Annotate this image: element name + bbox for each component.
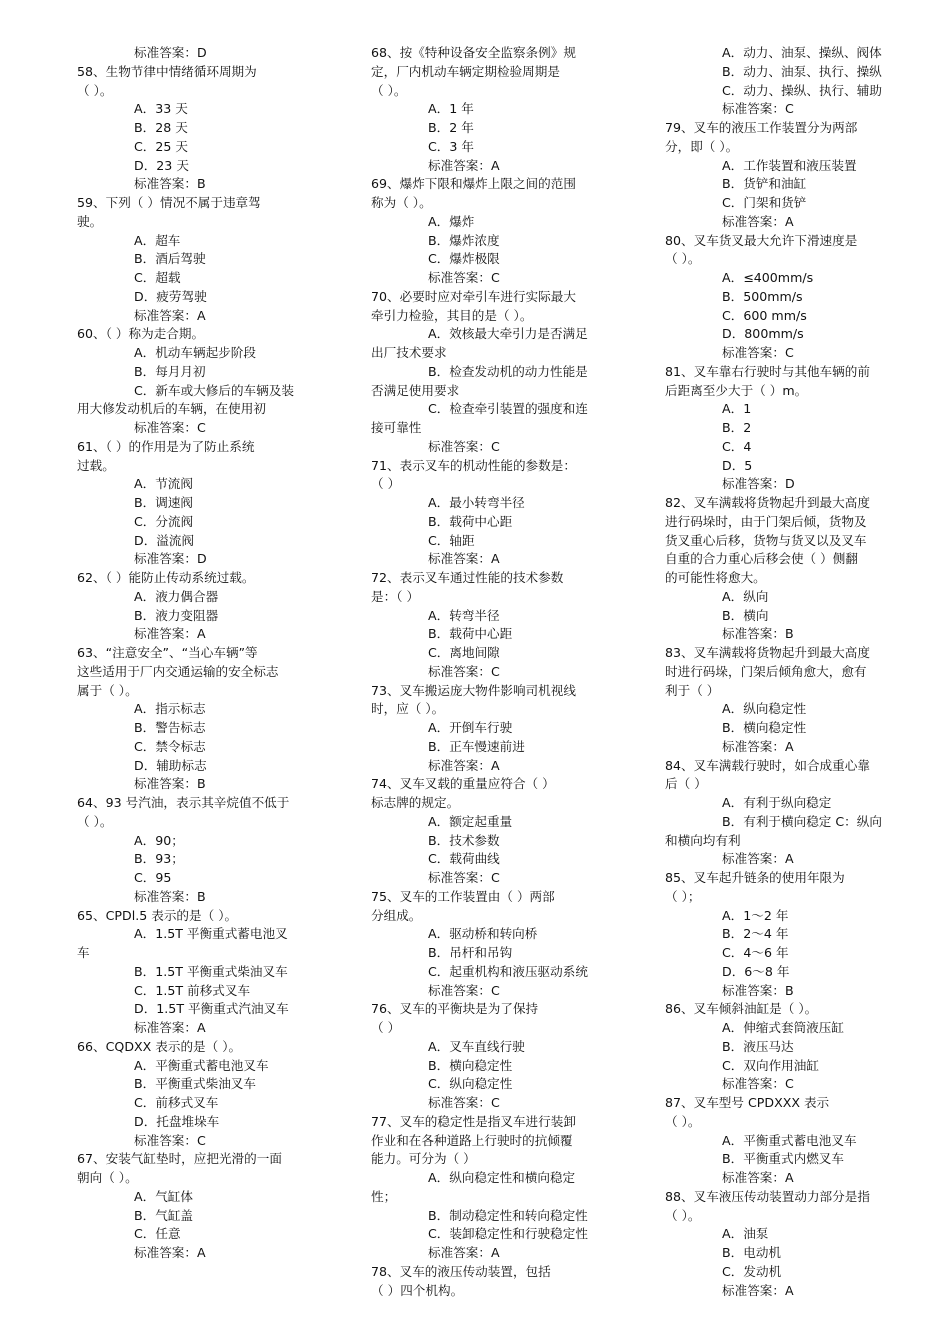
- question-line: 车: [77, 945, 90, 960]
- question-line: 60、（ ）称为走合期。: [77, 326, 205, 342]
- question-line: 朝向（ ）。: [77, 1170, 138, 1185]
- answer-line: A．超车: [134, 232, 181, 248]
- answer-line: C．4: [722, 438, 752, 454]
- answer-line: D．6～8 年: [722, 963, 790, 979]
- answer-line: C．25 天: [134, 138, 189, 154]
- answer-line: D．托盘堆垛车: [134, 1113, 220, 1129]
- question-line: 82、叉车满载将货物起升到最大高度: [665, 495, 870, 510]
- answer-line: C．600 mm/s: [722, 307, 807, 323]
- question-line: 87、叉车型号 CPDXXX 表示: [665, 1095, 830, 1110]
- question-line: （ ）。: [665, 251, 701, 267]
- answer-line: 标准答案：D: [134, 551, 207, 567]
- answer-line: D．5: [722, 457, 753, 473]
- answer-line: 标准答案：B: [134, 888, 206, 904]
- answer-line: A．33 天: [134, 101, 188, 117]
- answer-line: A．效核最大牵引力是否满足: [428, 326, 588, 342]
- column-right: [665, 44, 903, 1300]
- answer-line: 标准答案：B: [722, 626, 794, 642]
- answer-line: A．有利于纵向稳定: [722, 795, 832, 810]
- answer-line: B．技术参数: [428, 832, 500, 848]
- question-line: 67、安装气缸垫时，应把光滑的一面: [77, 1151, 282, 1167]
- question-line: 牵引力检验，其目的是（ ）。: [371, 307, 533, 323]
- answer-line: B．载荷中心距: [428, 513, 513, 529]
- answer-line: C．门架和货铲: [722, 195, 807, 210]
- question-line: （ ）四个机构。: [371, 1282, 464, 1298]
- question-line: 77、叉车的稳定性是指叉车进行装卸: [371, 1113, 576, 1129]
- answer-line: 标准答案：A: [134, 1020, 206, 1035]
- answer-line: A．机动车辆起步阶段: [134, 345, 256, 360]
- answer-line: A．1 年: [428, 101, 474, 117]
- question-line: 63、“注意安全”、“当心车辆”等: [77, 645, 258, 660]
- answer-line: C．95: [134, 870, 172, 885]
- answer-line: A．动力、油泵、操纵、阀体: [722, 45, 882, 60]
- answer-line: C．3 年: [428, 138, 474, 154]
- answer-line: B．警告标志: [134, 720, 206, 735]
- answer-line: C．检查牵引装置的强度和连: [428, 401, 588, 417]
- question-line: 出厂技术要求: [371, 345, 447, 360]
- question-line: 作业和在各种道路上行驶时的抗倾覆: [371, 1132, 573, 1148]
- question-line: 分组成。: [371, 907, 422, 923]
- question-line: 否满足使用要求: [371, 382, 460, 398]
- question-line: 接可靠性: [371, 420, 422, 435]
- answer-line: 标准答案：A: [428, 757, 500, 773]
- answer-line: A．开倒车行驶: [428, 720, 513, 735]
- question-line: 性；: [371, 1188, 397, 1204]
- answer-line: C．爆炸极限: [428, 251, 500, 267]
- answer-line: C．装卸稳定性和行驶稳定性: [428, 1226, 588, 1242]
- answer-line: A．节流阀: [134, 476, 193, 492]
- question-line: 利于（ ）: [665, 682, 720, 698]
- question-line: 83、叉车满载将货物起升到最大高度: [665, 645, 870, 660]
- answer-line: 标准答案：D: [134, 45, 207, 60]
- question-line: 过载。: [77, 457, 115, 473]
- question-line: 这些适用于厂内交通运输的安全标志: [77, 663, 279, 679]
- question-line: 称为（ ）。: [371, 195, 432, 210]
- answer-line: 标准答案：A: [722, 1170, 794, 1185]
- answer-line: 标准答案：C: [428, 663, 500, 679]
- question-line: 驶。: [77, 213, 103, 229]
- answer-line: A．平衡重式蓄电池叉车: [134, 1057, 269, 1073]
- answer-line: C．双向作用油缸: [722, 1057, 819, 1073]
- answer-line: B．横向稳定性: [722, 720, 807, 735]
- answer-line: B．液力变阻器: [134, 607, 219, 623]
- answer-line: B．调速阀: [134, 495, 194, 510]
- question-line: 的可能性将愈大。: [665, 570, 766, 585]
- answer-line: A．转弯半径: [428, 607, 500, 623]
- answer-line: A．爆炸: [428, 213, 475, 229]
- answer-line: B．有利于横向稳定 C：纵向: [722, 813, 882, 829]
- answer-line: A．液力偶合器: [134, 588, 219, 604]
- answer-line: A．纵向稳定性和横向稳定: [428, 1170, 576, 1185]
- question-line: 62、（ ）能防止传动系统过载。: [77, 570, 255, 585]
- answer-line: 标准答案：B: [722, 982, 794, 998]
- answer-line: A．纵向: [722, 588, 769, 604]
- answer-line: A．驱动桥和转向桥: [428, 926, 538, 942]
- question-line: 81、叉车靠右行驶时与其他车辆的前: [665, 363, 870, 379]
- question-line: 59、下列（ ）情况不属于违章驾: [77, 195, 261, 210]
- question-line: 自重的合力重心后移会使（ ）侧翻: [665, 551, 858, 567]
- answer-line: A．最小转弯半径: [428, 495, 525, 510]
- answer-line: D．辅助标志: [134, 757, 207, 773]
- question-line: 79、叉车的液压工作装置分为两部: [665, 120, 858, 135]
- question-line: 75、叉车的工作装置由（ ）两部: [371, 888, 555, 904]
- answer-line: 标准答案：B: [134, 176, 206, 192]
- question-line: 时，应（ ）。: [371, 701, 445, 717]
- answer-line: A．气缸体: [134, 1188, 193, 1204]
- question-line: 68、按《特种设备安全监察条例》规: [371, 45, 576, 60]
- question-line: 71、表示叉车的机动性能的参数是：: [371, 457, 576, 473]
- answer-line: B．载荷中心距: [428, 626, 513, 642]
- answer-line: B．500mm/s: [722, 288, 803, 304]
- answer-line: C．4～6 年: [722, 945, 789, 960]
- question-line: 后距离至少大于（ ）m。: [665, 382, 808, 398]
- question-line: 58、生物节律中情绪循环周期为: [77, 63, 257, 79]
- answer-line: D．疲劳驾驶: [134, 288, 207, 304]
- question-line: 用大修发动机后的车辆，在使用初: [77, 401, 266, 417]
- question-line: 和横向均有利: [665, 832, 741, 848]
- question-line: 能力。可分为（ ）: [371, 1151, 476, 1167]
- answer-line: 标准答案：A: [428, 551, 500, 567]
- answer-line: B．检查发动机的动力性能是: [428, 363, 588, 379]
- answer-line: 标准答案：C: [428, 270, 500, 285]
- answer-line: 标准答案：A: [134, 307, 206, 323]
- answer-line: C．起重机构和液压驱动系统: [428, 963, 588, 979]
- answer-line: C．动力、操纵、执行、辅助: [722, 82, 882, 98]
- answer-line: D．溢流阀: [134, 532, 195, 548]
- question-line: 70、必要时应对牵引车进行实际最大: [371, 288, 576, 304]
- question-line: 66、CQDXX 表示的是（ ）。: [77, 1038, 242, 1054]
- question-line: 标志牌的规定。: [371, 795, 460, 810]
- answer-line: B．爆炸浓度: [428, 232, 500, 248]
- question-line: 86、叉车倾斜油缸是（ ）。: [665, 1001, 818, 1017]
- answer-line: 标准答案：C: [722, 101, 794, 117]
- answer-line: 标准答案：C: [134, 1132, 206, 1148]
- answer-line: D．1.5T 平衡重式汽油叉车: [134, 1001, 289, 1017]
- question-line: 分，即（ ）。: [665, 138, 739, 154]
- question-line: 80、叉车货叉最大允许下滑速度是: [665, 232, 858, 248]
- question-line: 72、表示叉车通过性能的技术参数: [371, 570, 564, 585]
- answer-line: B．货铲和油缸: [722, 176, 807, 192]
- answer-line: A．叉车直线行驶: [428, 1038, 525, 1054]
- question-line: （ ）。: [77, 813, 113, 829]
- answer-line: 标准答案：A: [134, 1245, 206, 1260]
- answer-line: 标准答案：C: [722, 1076, 794, 1092]
- question-line: （ ）。: [665, 1113, 701, 1129]
- question-line: （ ）。: [371, 82, 407, 98]
- question-line: （ ）。: [665, 1207, 701, 1223]
- answer-line: B．动力、油泵、执行、操纵: [722, 63, 882, 79]
- question-line: 84、叉车满载行驶时，如合成重心靠: [665, 757, 870, 773]
- answer-line: 标准答案：A: [428, 157, 500, 173]
- answer-line: B．气缸盖: [134, 1207, 194, 1223]
- answer-line: B．制动稳定性和转向稳定性: [428, 1207, 588, 1223]
- answer-line: C．任意: [134, 1226, 181, 1242]
- answer-line: 标准答案：A: [428, 1245, 500, 1260]
- answer-line: A．90；: [134, 832, 184, 848]
- answer-line: 标准答案：B: [134, 776, 206, 792]
- answer-line: A．1～2 年: [722, 907, 789, 923]
- answer-line: B．液压马达: [722, 1038, 794, 1054]
- question-line: 69、爆炸下限和爆炸上限之间的范围: [371, 176, 576, 192]
- answer-line: B．平衡重式内燃叉车: [722, 1151, 844, 1167]
- answer-line: B．酒后驾驶: [134, 251, 206, 267]
- answer-line: 标准答案：A: [134, 626, 206, 642]
- answer-line: A．纵向稳定性: [722, 701, 807, 717]
- question-line: 61、（ ）的作用是为了防止系统: [77, 438, 255, 454]
- answer-line: A．伸缩式套筒液压缸: [722, 1020, 844, 1035]
- answer-line: C．载荷曲线: [428, 851, 500, 867]
- question-line: 85、叉车起升链条的使用年限为: [665, 870, 845, 885]
- question-line: 64、93 号汽油，表示其辛烷值不低于: [77, 795, 290, 810]
- answer-line: A．工作装置和液压装置: [722, 157, 857, 173]
- answer-line: C．新车或大修后的车辆及装: [134, 382, 294, 398]
- question-line: 76、叉车的平衡块是为了保持: [371, 1001, 539, 1017]
- question-line: 65、CPDl.5 表示的是（ ）。: [77, 907, 238, 923]
- answer-line: A．≤400mm/s: [722, 270, 814, 285]
- question-line: （ ）；: [665, 888, 701, 904]
- answer-line: 标准答案：C: [134, 420, 206, 435]
- answer-line: C．超载: [134, 270, 181, 285]
- answer-line: 标准答案：C: [722, 345, 794, 360]
- answer-line: C．离地间隙: [428, 645, 500, 660]
- answer-line: D．800mm/s: [722, 326, 804, 342]
- question-line: 定，厂内机动车辆定期检验周期是: [371, 63, 560, 79]
- answer-line: B．93；: [134, 851, 184, 867]
- question-line: （ ）。: [77, 82, 113, 98]
- question-line: 73、叉车搬运庞大物件影响司机视线: [371, 682, 576, 698]
- question-line: 是：（ ）: [371, 588, 420, 604]
- answer-line: C．前移式叉车: [134, 1095, 219, 1110]
- answer-line: A．额定起重量: [428, 813, 513, 829]
- answer-line: B．2～4 年: [722, 926, 789, 942]
- question-line: 后（ ）: [665, 776, 707, 792]
- answer-line: C．发动机: [722, 1263, 782, 1279]
- answer-line: A．指示标志: [134, 701, 206, 717]
- answer-line: A．油泵: [722, 1226, 769, 1242]
- answer-line: C．轴距: [428, 532, 475, 548]
- question-line: （ ）: [371, 1020, 401, 1035]
- question-line: 78、叉车的液压传动装置，包括: [371, 1263, 551, 1279]
- answer-line: 标准答案：C: [428, 982, 500, 998]
- answer-line: B．平衡重式柴油叉车: [134, 1076, 256, 1092]
- answer-line: B．吊杆和吊钩: [428, 945, 513, 960]
- answer-line: 标准答案：C: [428, 1095, 500, 1110]
- answer-line: B．2 年: [428, 120, 474, 135]
- answer-line: 标准答案：C: [428, 438, 500, 454]
- answer-line: C．禁令标志: [134, 738, 206, 754]
- answer-line: 标准答案：A: [722, 1282, 794, 1298]
- question-line: 88、叉车液压传动装置动力部分是指: [665, 1188, 870, 1204]
- answer-line: B．每月月初: [134, 363, 206, 379]
- answer-line: C．1.5T 前移式叉车: [134, 982, 251, 998]
- question-line: 货叉重心后移，货物与货叉以及叉车: [665, 532, 867, 548]
- answer-line: B．电动机: [722, 1245, 782, 1260]
- answer-line: B．横向: [722, 607, 769, 623]
- answer-line: 标准答案：A: [722, 851, 794, 867]
- answer-line: A．1.5T 平衡重式蓄电池叉: [134, 926, 288, 942]
- answer-line: B．1.5T 平衡重式柴油叉车: [134, 963, 288, 979]
- answer-line: A．平衡重式蓄电池叉车: [722, 1132, 857, 1148]
- answer-line: D．23 天: [134, 157, 189, 173]
- answer-line: B．28 天: [134, 120, 188, 135]
- answer-line: 标准答案：A: [722, 213, 794, 229]
- column-middle: [371, 44, 609, 1300]
- answer-line: B．正车慢速前进: [428, 738, 525, 754]
- question-line: 属于（ ）。: [77, 682, 138, 698]
- question-line: 74、叉车叉载的重量应符合（ ）: [371, 776, 555, 792]
- answer-line: B．横向稳定性: [428, 1057, 513, 1073]
- answer-line: 标准答案：C: [428, 870, 500, 885]
- answer-line: A．1: [722, 401, 752, 417]
- question-line: （ ）: [371, 476, 401, 492]
- question-line: 时进行码垛，门架后倾角愈大，愈有: [665, 663, 867, 679]
- answer-line: B．2: [722, 420, 752, 435]
- answer-line: 标准答案：A: [722, 738, 794, 754]
- answer-line: C．纵向稳定性: [428, 1076, 513, 1092]
- answer-line: C．分流阀: [134, 513, 194, 529]
- answer-line: 标准答案：D: [722, 476, 795, 492]
- column-left: [77, 44, 315, 1263]
- question-line: 进行码垛时，由于门架后倾，货物及: [665, 513, 867, 529]
